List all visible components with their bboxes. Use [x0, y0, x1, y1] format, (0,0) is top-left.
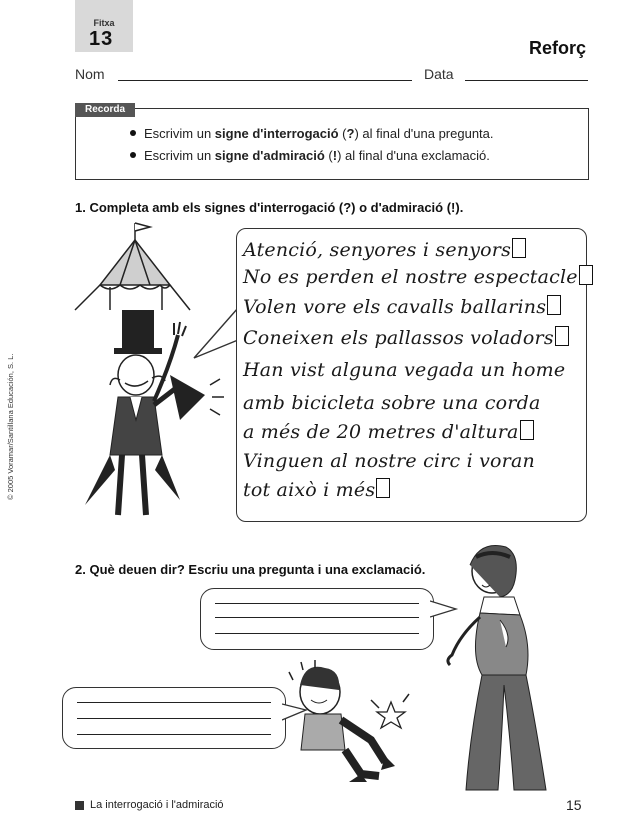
sentence-text: Vinguen al nostre circ i voran — [243, 450, 535, 472]
sentence-text: Atenció, senyores i senyors — [243, 239, 512, 261]
writing-line[interactable] — [77, 702, 271, 703]
writing-line[interactable] — [215, 603, 419, 604]
answer-box[interactable] — [520, 420, 534, 440]
boy-illustration — [275, 650, 425, 785]
speech-bubble-woman[interactable] — [200, 588, 434, 650]
answer-box[interactable] — [547, 295, 561, 315]
rule-text: ) al final d'una pregunta. — [354, 126, 494, 141]
rule-sign: ? — [346, 126, 355, 141]
rule-text: ( — [338, 126, 347, 141]
sentence-text: No es perden el nostre espectacle — [243, 266, 578, 288]
fitxa-number: 13 — [89, 28, 114, 50]
rule-text: ) al final d'una exclamació. — [337, 148, 490, 163]
data-field[interactable] — [465, 80, 588, 81]
rule-term: signe d'interrogació — [214, 126, 339, 141]
writing-line[interactable] — [215, 633, 419, 634]
circus-tent-icon — [75, 223, 190, 310]
rule-interrogation — [130, 126, 494, 141]
sentence-8 — [243, 450, 535, 472]
footer-title: La interrogació i l'admiració — [90, 799, 224, 811]
rule-sign: ! — [332, 148, 338, 163]
writing-line[interactable] — [77, 718, 271, 719]
sentence-5 — [243, 359, 565, 381]
sentence-2 — [243, 265, 593, 288]
sentence-text: tot això i més — [243, 479, 376, 501]
exercise-number: 2. — [75, 562, 86, 577]
nom-field[interactable] — [118, 80, 412, 81]
sentence-3 — [243, 295, 561, 318]
speech-tail — [190, 300, 240, 370]
sentence-text: Han vist alguna vegada un home — [243, 359, 566, 381]
page-number: 15 — [566, 797, 582, 813]
copyright-credit: © 2005 Voramar/Santillana Educación, S. L. — [6, 353, 15, 500]
exercise1-instruction — [75, 200, 463, 215]
data-label: Data — [424, 66, 454, 82]
recorda-tag: Recorda — [75, 103, 135, 117]
rule-text: ( — [324, 148, 333, 163]
sentence-7 — [243, 420, 534, 443]
rule-text: Escrivim un — [144, 126, 215, 141]
bullet-icon — [130, 130, 136, 136]
rule-text: Escrivim un — [144, 148, 215, 163]
woman-illustration — [440, 535, 565, 800]
exercise-number: 1. — [75, 200, 86, 215]
nom-label: Nom — [75, 66, 105, 82]
sentence-text: a més de 20 metres d'altura — [243, 421, 519, 443]
exercise-text: Completa amb els signes d'interrogació (?) o d'admiració (!). — [89, 200, 464, 215]
answer-box[interactable] — [555, 326, 569, 346]
fitxa-badge — [75, 0, 133, 52]
sentence-text: amb bicicleta sobre una corda — [243, 392, 541, 414]
rule-exclamation — [130, 148, 490, 163]
page-title: Reforç — [528, 38, 586, 58]
fitxa-label: Fitxa — [93, 18, 115, 28]
speech-bubble-boy[interactable] — [62, 687, 286, 749]
writing-line[interactable] — [215, 617, 419, 618]
answer-box[interactable] — [376, 478, 390, 498]
rule-term: signe d'admiració — [214, 148, 325, 163]
footer-square-icon — [75, 801, 84, 810]
answer-box[interactable] — [512, 238, 526, 258]
writing-line[interactable] — [77, 734, 271, 735]
sentence-4 — [243, 326, 569, 349]
bullet-icon — [130, 152, 136, 158]
sentence-6 — [243, 392, 540, 414]
sentence-1 — [243, 238, 526, 261]
exercise2-instruction — [75, 562, 425, 577]
recorda-box — [75, 108, 589, 180]
sentence-text: Coneixen els pallassos voladors — [243, 327, 554, 349]
sentence-text: Volen vore els cavalls ballarins — [243, 296, 547, 318]
exercise-text: Què deuen dir? Escriu una pregunta i una exclamació. — [89, 562, 426, 577]
answer-box[interactable] — [579, 265, 593, 285]
sentence-9 — [243, 478, 390, 501]
